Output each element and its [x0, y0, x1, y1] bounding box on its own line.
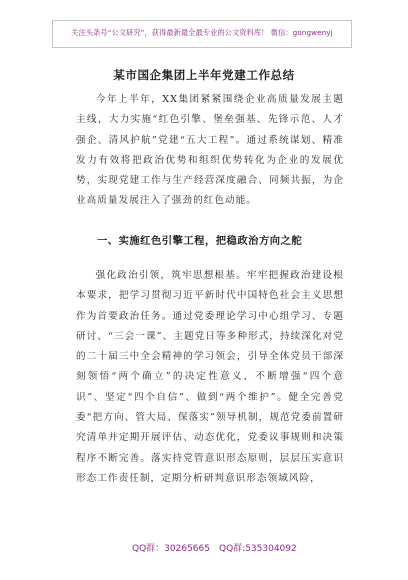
section-heading: 一、实施红色引擎工程，把稳政治方向之舵 [97, 235, 303, 247]
promo-header-text: 关注头条号“公文研究”，获得最新最全最专业的公文资料库！ 微信：gongwenyj [71, 28, 333, 37]
intro-paragraph [76, 90, 344, 212]
promo-header-box [52, 20, 352, 48]
document-title: 某市国企集团上半年党建工作总结 [113, 68, 295, 82]
footer-qq-group-2: QQ群:535304092 [219, 544, 297, 554]
section-paragraph [76, 266, 344, 489]
footer-qq-group-1: QQ群：30265665 [132, 544, 210, 554]
intro-paragraph-text: 今年上半年，XX集团紧紧围绕企业高质量发展主题主线，大力实施“红色引擎、堡垒强基、先锋示范、人才强企、清风护航”党建“五大工程”。通过系统谋划、精准发力有效将把政治优势和组织优势转化为企业的发展优势，实现党建工作与生产经营深度融合、同频共振，为企业高质量发展注入了强劲的红色动能。 [76, 94, 344, 207]
section-paragraph-text: 强化政治引领，筑牢思想根基。牢牢把握政治建设根本要求，把学习贯彻习近平新时代中国特色社会主义思想作为首要政治任务。通过党委理论学习中心组学习、专题研讨、“三会一课”、主题党日等多种形式，持续深化对党的二十届三中全会精神的学习领会，引导全体党员干部深刻领悟“两个确立”的决定性意义，不断增强“四个意识”、坚定“四个自信”、做到“两个维护”。健全完善党委“把方向、管大局、保落实”领导机制，规范党委前置研究清单并定期开展评估、动态优化，党委议事规则和决策程序不断完善。落实持党管意识形态原则，层层压实意识形态工作责任制，定期分析研判意识形态领域风险， [76, 270, 344, 484]
